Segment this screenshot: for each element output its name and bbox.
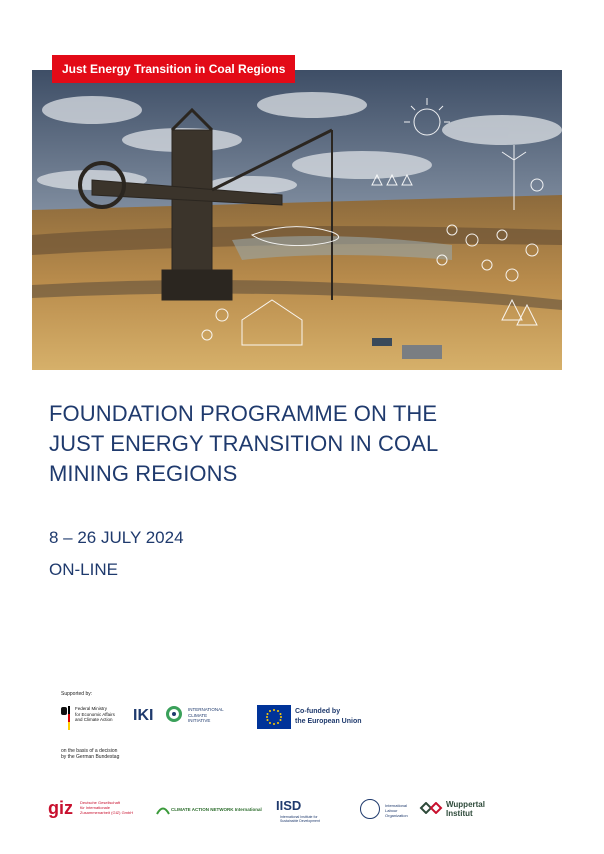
iki-line-2: CLIMATE xyxy=(188,712,208,718)
eu-cofunded-text xyxy=(295,707,362,727)
wupp-line-1: Wuppertal xyxy=(446,800,485,809)
title-line-1: FOUNDATION PROGRAMME ON THE xyxy=(49,401,438,426)
title-line-2: JUST ENERGY TRANSITION IN COAL xyxy=(49,431,439,456)
bmwk-line-2: for Economic Affairs xyxy=(75,711,115,717)
title-line-3: MINING REGIONS xyxy=(49,461,238,486)
eu-line-1: Co-funded by xyxy=(295,708,341,715)
eu-stars-icon xyxy=(257,705,291,729)
can-icon xyxy=(156,805,170,815)
german-eagle-icon xyxy=(61,707,67,715)
iisd-logo: IISD xyxy=(276,798,302,813)
programme-dates: 8 – 26 JULY 2024 xyxy=(49,528,184,547)
programme-venue: ON-LINE xyxy=(49,560,118,579)
giz-line-3: Zusammenarbeit (GIZ) GmbH xyxy=(80,810,134,815)
bmwk-line-3: and Climate Action xyxy=(75,717,113,722)
eu-flag xyxy=(257,705,291,729)
series-tag: Just Energy Transition in Coal Regions xyxy=(52,55,295,83)
ilo-emblem-icon xyxy=(360,799,380,819)
ilo-line-2: Labour xyxy=(385,808,398,813)
bmwk-logo xyxy=(61,704,121,734)
programme-title xyxy=(49,399,549,489)
iki-line-1: INTERNATIONAL xyxy=(188,707,224,712)
bundestag-decision xyxy=(61,748,119,760)
ilo-line-1: International xyxy=(385,803,408,808)
iki-circle-icon xyxy=(166,706,182,722)
iisd-line-2: Sustainable Development xyxy=(280,819,320,823)
eu-line-2: the European Union xyxy=(295,718,362,725)
bmwk-text xyxy=(75,706,115,723)
iki-line-3: INITIATIVE xyxy=(188,718,211,723)
decision-line-2: by the German Bundestag xyxy=(61,754,120,760)
ilo-line-3: Organization xyxy=(385,813,408,818)
giz-line-1: Deutsche Gesellschaft xyxy=(80,800,121,805)
wuppertal-text xyxy=(446,800,485,818)
giz-logo: giz xyxy=(48,798,73,818)
partner-logos xyxy=(0,795,604,825)
iisd-text xyxy=(280,815,320,823)
german-flag-stripe xyxy=(68,706,70,730)
ilo-text xyxy=(385,803,408,818)
bmwk-line-1: Federal Ministry xyxy=(75,706,108,711)
can-logo: CLIMATE ACTION NETWORK International xyxy=(171,807,262,812)
hero-image xyxy=(32,70,562,370)
iki-wordmark: IKI xyxy=(133,707,154,724)
iisd-line-1: International Institute for xyxy=(280,815,318,819)
decision-line-1: on the basis of a decision xyxy=(61,748,118,754)
giz-text xyxy=(80,800,133,815)
wupp-line-2: Institut xyxy=(446,809,473,818)
iki-text xyxy=(188,707,224,724)
wuppertal-icon xyxy=(419,802,443,814)
giz-line-2: für Internationale xyxy=(80,805,111,810)
supported-by-label: Supported by: xyxy=(61,691,93,697)
